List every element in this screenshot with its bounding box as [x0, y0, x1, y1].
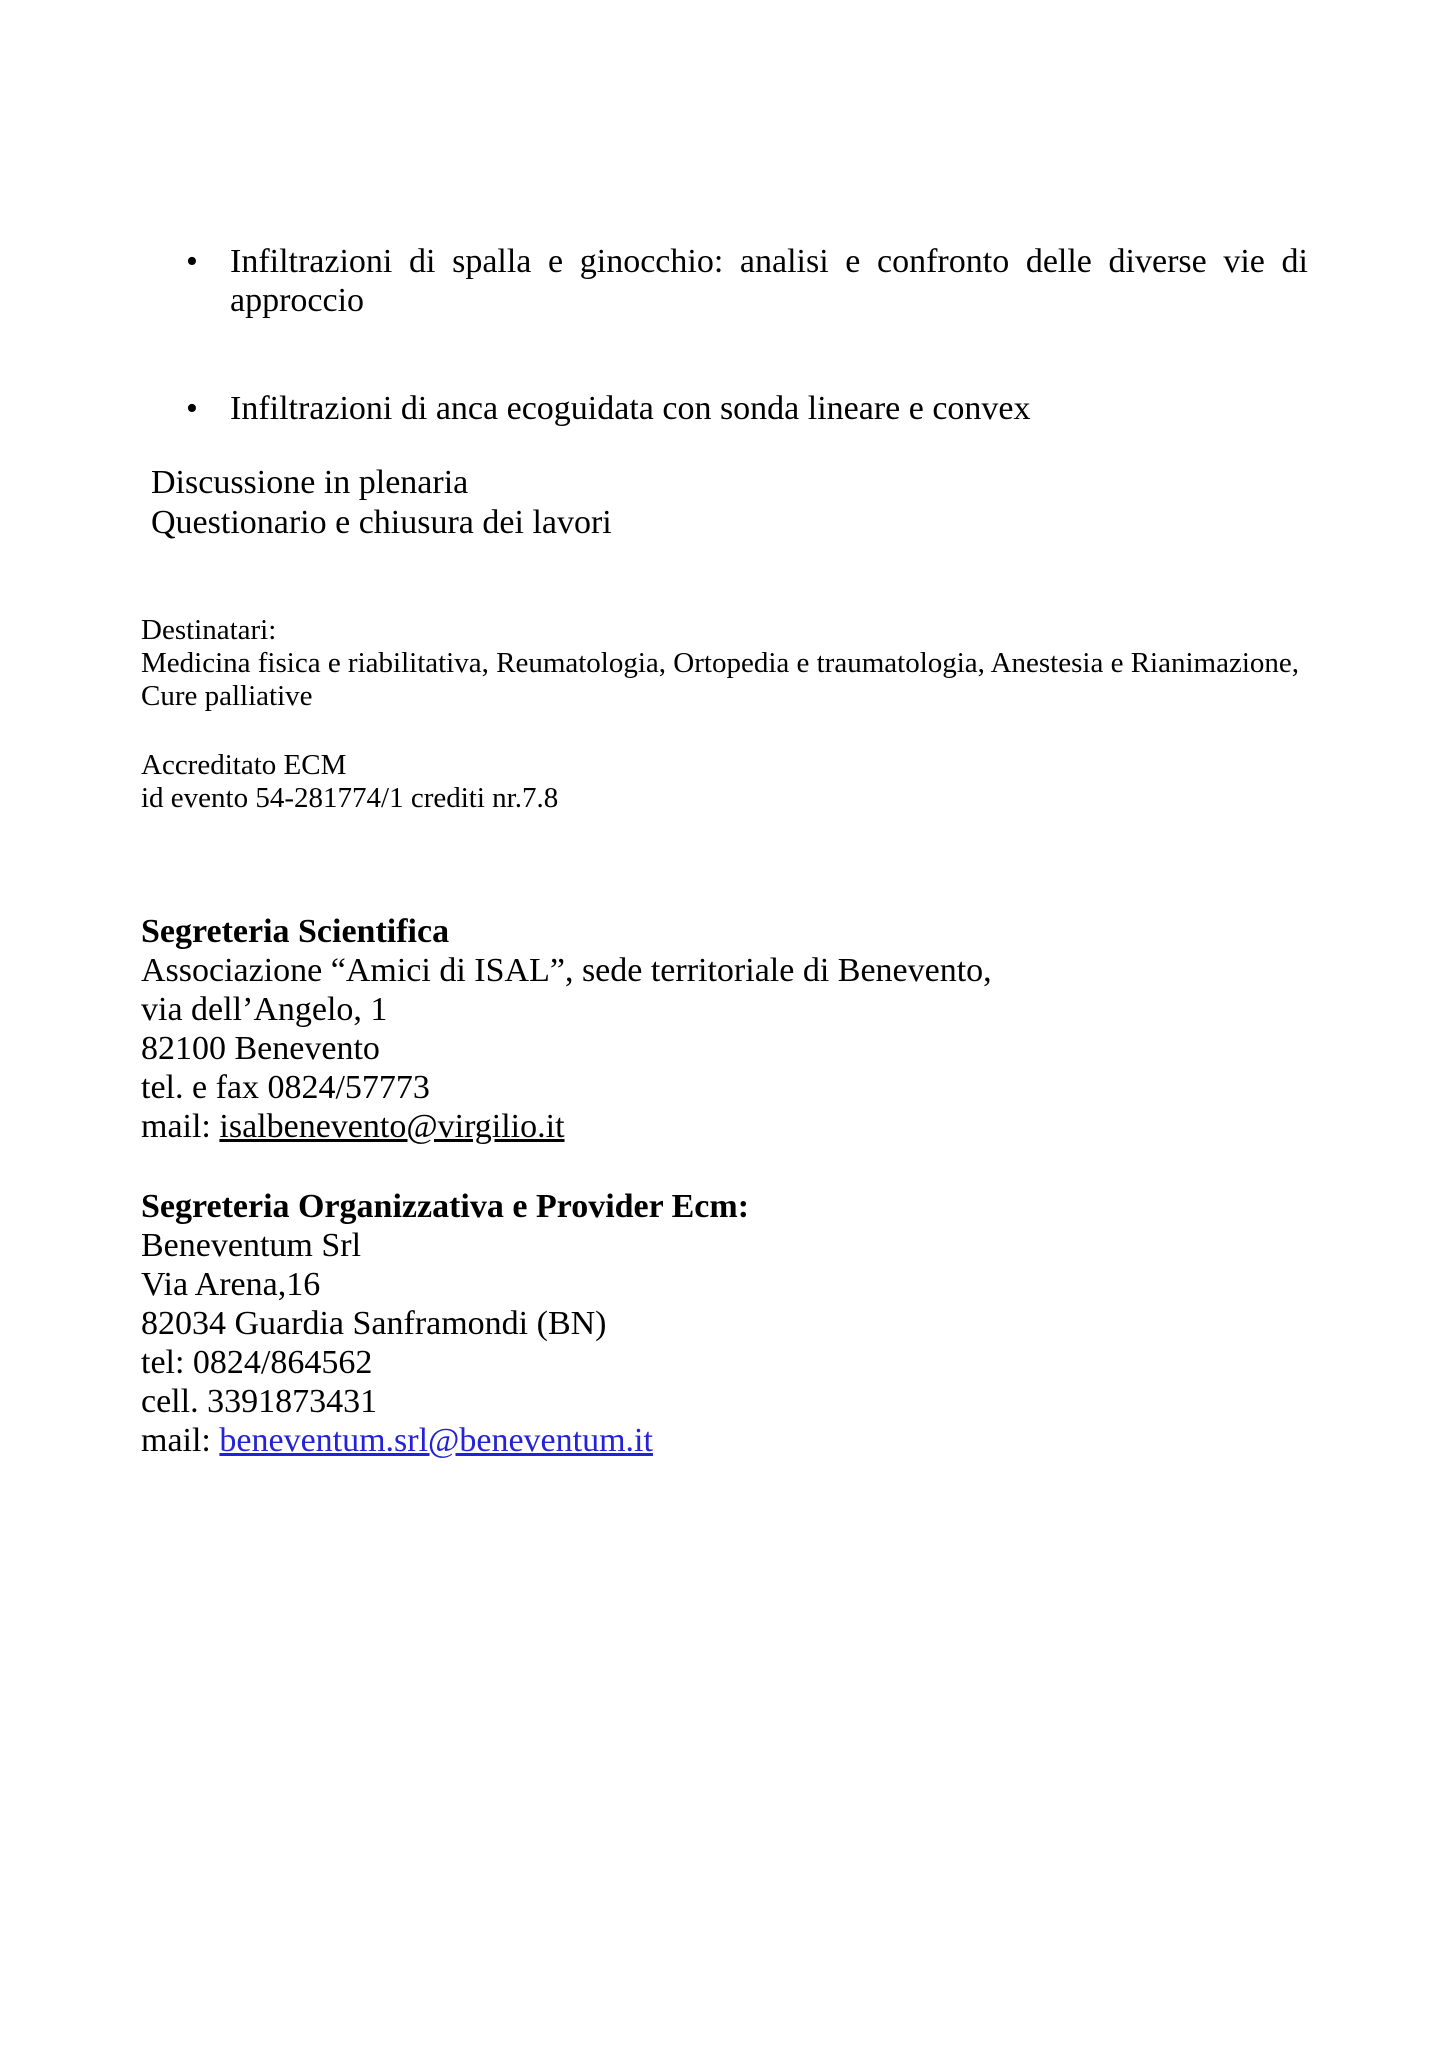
- bullet-text: [230, 242, 1308, 320]
- mail-label: mail:: [141, 1108, 220, 1145]
- scientific-secretariat-org: Associazione “Amici di ISAL”, sede territoriale di Benevento,: [141, 952, 992, 989]
- plenary-section: [151, 463, 612, 543]
- scientific-secretariat-city: 82100 Benevento: [141, 1030, 380, 1067]
- organizing-secretariat-section: [141, 1187, 749, 1460]
- bullet-icon: •: [186, 390, 198, 427]
- organizing-secretariat-email-link[interactable]: beneventum.srl@beneventum.it: [219, 1422, 653, 1459]
- organizing-secretariat-company: Beneventum Srl: [141, 1227, 362, 1264]
- bullet-1-line-2: approccio: [230, 282, 365, 319]
- bullet-icon: •: [186, 243, 198, 280]
- organizing-secretariat-heading: Segreteria Organizzativa e Provider Ecm:: [141, 1188, 750, 1225]
- mail-label: mail:: [141, 1422, 220, 1459]
- scientific-secretariat-email-link[interactable]: isalbenevento@virgilio.it: [219, 1108, 565, 1145]
- ecm-section: [141, 749, 558, 815]
- destinatari-section: [141, 614, 1299, 713]
- destinatari-line-2: Cure palliative: [141, 680, 313, 712]
- bullet-item-infiltrazioni-spalla: [186, 242, 1308, 320]
- organizing-secretariat-cell: cell. 3391873431: [141, 1383, 378, 1420]
- bullet-2-text: Infiltrazioni di anca ecoguidata con sonda lineare e convex: [230, 390, 1031, 427]
- bullet-1-line-1: Infiltrazioni di spalla e ginocchio: analisi e confronto delle diverse vie di: [230, 243, 1308, 280]
- organizing-secretariat-mail-line: [141, 1421, 749, 1460]
- ecm-line-2: id evento 54-281774/1 crediti nr.7.8: [141, 782, 559, 814]
- organizing-secretariat-street: Via Arena,16: [141, 1266, 321, 1303]
- bullet-item-infiltrazioni-anca: [186, 389, 1031, 428]
- scientific-secretariat-heading: Segreteria Scientifica: [141, 913, 450, 950]
- organizing-secretariat-city: 82034 Guardia Sanframondi (BN): [141, 1305, 607, 1342]
- scientific-secretariat-street: via dell’Angelo, 1: [141, 991, 388, 1028]
- scientific-secretariat-phone: tel. e fax 0824/57773: [141, 1069, 430, 1106]
- plenary-line-1: Discussione in plenaria: [151, 464, 469, 501]
- scientific-secretariat-mail-line: [141, 1107, 992, 1146]
- organizing-secretariat-phone: tel: 0824/864562: [141, 1344, 373, 1381]
- destinatari-line-1: Medicina fisica e riabilitativa, Reumatologia, Ortopedia e traumatologia, Anestesia e Rianimazione,: [141, 647, 1300, 679]
- plenary-line-2: Questionario e chiusura dei lavori: [151, 504, 612, 541]
- destinatari-heading: Destinatari:: [141, 614, 277, 646]
- ecm-line-1: Accreditato ECM: [141, 749, 347, 781]
- scientific-secretariat-section: [141, 912, 992, 1146]
